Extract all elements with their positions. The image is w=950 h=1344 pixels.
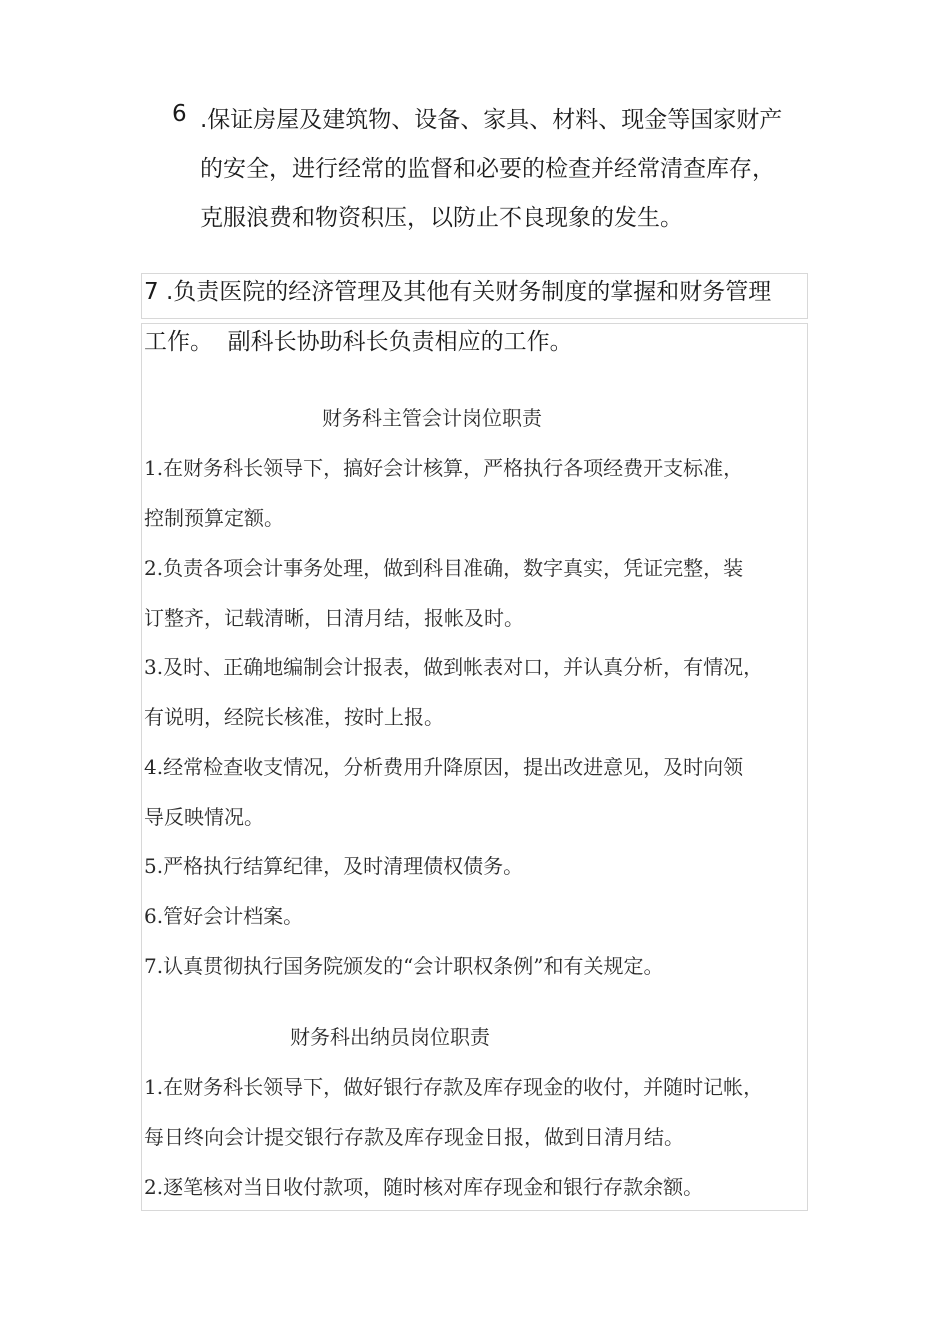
accountant-line-4: 订整齐，记载清晰，日清月结，报帐及时。 <box>144 606 524 630</box>
accountant-line-6: 有说明，经院长核准，按时上报。 <box>144 705 444 729</box>
section7-line-2: 工作。 副科长协助科长负责相应的工作。 <box>144 329 573 355</box>
cashier-title: 财务科出纳员岗位职责 <box>290 1025 490 1049</box>
cashier-line-3: 2.逐笔核对当日收付款项，随时核对库存现金和银行存款余额。 <box>144 1175 704 1199</box>
accountant-line-10: 6.管好会计档案。 <box>144 904 304 928</box>
accountant-line-3: 2.负责各项会计事务处理，做到科目准确，数字真实，凭证完整，装 <box>144 556 744 580</box>
accountant-line-9: 5.严格执行结算纪律，及时清理债权债务。 <box>144 854 524 878</box>
section6-line-1: .保证房屋及建筑物、设备、家具、材料、现金等国家财产 <box>200 107 783 133</box>
section6-line-2: 的安全，进行经常的监督和必要的检查并经常清查库存， <box>200 156 775 182</box>
accountant-line-5: 3.及时、正确地编制会计报表，做到帐表对口，并认真分析，有情况， <box>144 655 764 679</box>
section7-line-1: 7 .负责医院的经济管理及其他有关财务制度的掌握和财务管理 <box>144 279 772 305</box>
section6-line-3: 克服浪费和物资积压，以防止不良现象的发生。 <box>200 205 683 231</box>
accountant-title: 财务科主管会计岗位职责 <box>322 406 542 430</box>
accountant-line-8: 导反映情况。 <box>144 805 264 829</box>
accountant-line-1: 1.在财务科长领导下，搞好会计核算，严格执行各项经费开支标准， <box>144 456 744 480</box>
accountant-line-2: 控制预算定额。 <box>144 506 284 530</box>
accountant-line-7: 4.经常检查收支情况，分析费用升降原因，提出改进意见，及时向领 <box>144 755 744 779</box>
cashier-line-2: 每日终向会计提交银行存款及库存现金日报，做到日清月结。 <box>144 1125 684 1149</box>
accountant-line-11: 7.认真贯彻执行国务院颁发的“会计职权条例”和有关规定。 <box>144 954 664 978</box>
cashier-line-1: 1.在财务科长领导下，做好银行存款及库存现金的收付，并随时记帐， <box>144 1075 764 1099</box>
section6-number: 6 <box>172 101 187 127</box>
